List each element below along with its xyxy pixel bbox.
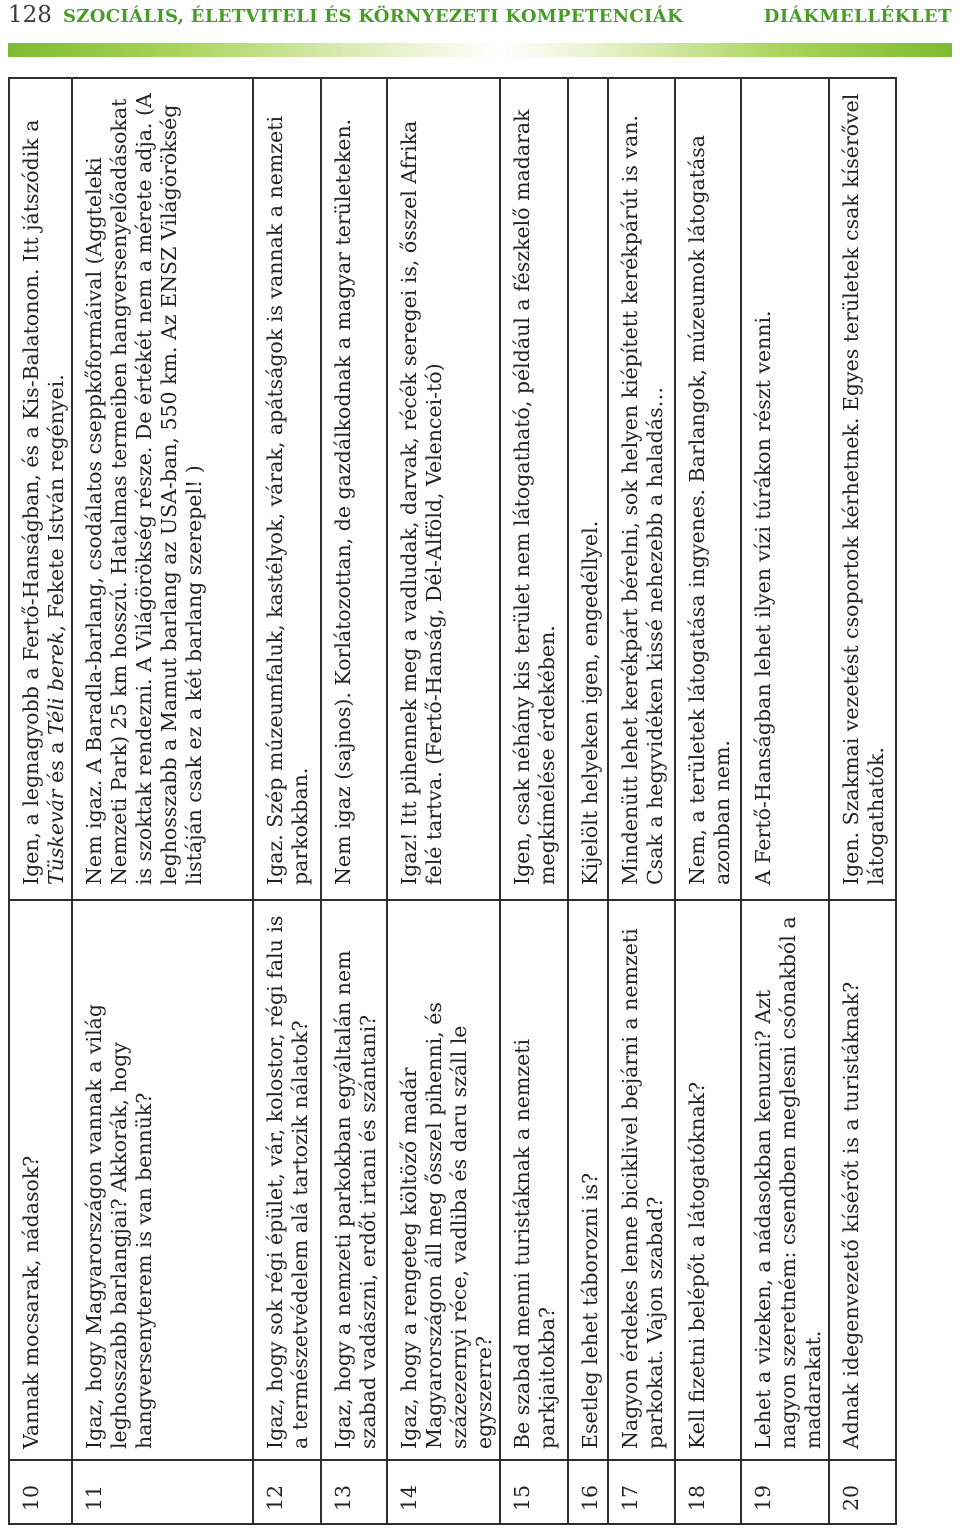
answer-text: és a [44, 735, 68, 790]
row-number: 16 [568, 1460, 608, 1524]
row-number: 14 [387, 1460, 500, 1524]
row-number: 18 [675, 1460, 741, 1524]
answer-cell: Igaz! Itt pihennek meg a vadludak, darvak, récék seregei is, ősszel Afrika felé tartva. (Fertő-Hanság, Dél-Alföld, Velencei-tó) [387, 78, 500, 900]
question-cell: Kell fizetni belépőt a látogatóknak? [675, 900, 741, 1460]
table-row [608, 78, 675, 1524]
table-row [675, 78, 741, 1524]
answer-cell: Mindenütt lehet kerékpárt bérelni, sok helyen kiépített kerékpárút is van. Csak a hegyvidéken kissé nehezebb a haladás… [608, 78, 675, 900]
question-cell: Igaz, hogy a nemzeti parkokban egyáltalán nem szabad vadászni, erdőt irtani és szántani? [321, 900, 387, 1460]
row-number: 10 [9, 1460, 72, 1524]
row-number: 12 [253, 1460, 321, 1524]
row-number: 13 [321, 1460, 387, 1524]
header-accent-bar [8, 43, 952, 57]
table-row [500, 78, 568, 1524]
row-number: 11 [72, 1460, 253, 1524]
answer-text: Igen, a legnagyobb a Fertő-Hanságban, és a Kis-Balatonon. Itt játszódik a [19, 119, 43, 885]
question-cell: Lehet a vizeken, a nádasokban kenuzni? Azt nagyon szeretném: csendben meglesni csónakból a madarakat. [741, 900, 829, 1460]
running-title: SZOCIÁLIS, ÉLETVITELI ÉS KÖRNYEZETI KOMPETENCIÁK [63, 6, 683, 27]
answer-cell: Igen. Szakmai vezetést csoportok kérhetnek. Egyes területek csak kísérővel látogathatók. [829, 78, 896, 900]
answer-cell: Kijelölt helyeken igen, engedéllyel. [568, 78, 608, 900]
table-row [253, 78, 321, 1524]
row-number: 20 [829, 1460, 896, 1524]
answer-cell: Igaz. Szép múzeumfaluk, kastélyok, várak, apátságok is vannak a nemzeti parkokban. [253, 78, 321, 900]
rotated-table-container [8, 79, 888, 1525]
question-cell: Igaz, hogy sok régi épület, vár, kolostor, régi falu is a természetvédelem alá tartozik nálatok? [253, 900, 321, 1460]
answer-text: , Fekete István regényei. [44, 374, 68, 632]
table-row [741, 78, 829, 1524]
question-cell: Vannak mocsarak, nádasok? [9, 900, 72, 1460]
table-row [9, 78, 72, 1524]
answer-cell: Nem, a területek látogatása ingyenes. Barlangok, múzeumok látogatása azonban nem. [675, 78, 741, 900]
qa-table-wrapper [8, 79, 888, 1525]
question-cell: Be szabad menni turistáknak a nemzeti parkjaitokba? [500, 900, 568, 1460]
table-row [387, 78, 500, 1524]
answer-cell: A Fertő-Hanságban lehet ilyen vízi túrákon részt venni. [741, 78, 829, 900]
row-number: 15 [500, 1460, 568, 1524]
answer-cell [9, 78, 72, 900]
table-row [321, 78, 387, 1524]
question-cell: Igaz, hogy a rengeteg költöző madár Magyarországon áll meg ősszel pihenni, és százezernyi réce, vadliba és daru száll le egyszerre? [387, 900, 500, 1460]
row-number: 19 [741, 1460, 829, 1524]
table-row [568, 78, 608, 1524]
page-number: 128 [8, 2, 52, 28]
book-title: Tüskevár [44, 789, 68, 885]
section-label: DIÁKMELLÉKLET [763, 6, 952, 27]
qa-table [8, 77, 897, 1525]
question-cell: Esetleg lehet táborozni is? [568, 900, 608, 1460]
table-row [829, 78, 896, 1524]
page-header [0, 0, 960, 34]
question-cell: Igaz, hogy Magyarországon vannak a világ leghosszabb barlangjai? Akkorák, hogy hangversenyterem is van bennük? [72, 900, 253, 1460]
answer-cell: Nem igaz (sajnos). Korlátozottan, de gazdálkodnak a magyar területeken. [321, 78, 387, 900]
answer-cell: Igen, csak néhány kis terület nem látogatható, például a fészkelő madarak megkímélése érdekében. [500, 78, 568, 900]
question-cell: Adnak idegenvezető kísérőt is a turistáknak? [829, 900, 896, 1460]
question-cell: Nagyon érdekes lenne biciklivel bejárni a nemzeti parkokat. Vajon szabad? [608, 900, 675, 1460]
row-number: 17 [608, 1460, 675, 1524]
answer-cell: Nem igaz. A Baradla-barlang, csodálatos cseppkőformáival (Aggteleki Nemzeti Park) 25 km hosszú. Hatalmas termeiben hangversenyelőadásokat is szoktak rendezni. A Világörökség része. De értékét nem a mérete adja. (A leghosszabb a Mamut barlang az USA-ban, 550 km. Az ENSZ Világörökség listáján csak ez a két barlang szerepel! ) [72, 78, 253, 900]
book-title: Téli berek [44, 631, 68, 735]
table-row [72, 78, 253, 1524]
